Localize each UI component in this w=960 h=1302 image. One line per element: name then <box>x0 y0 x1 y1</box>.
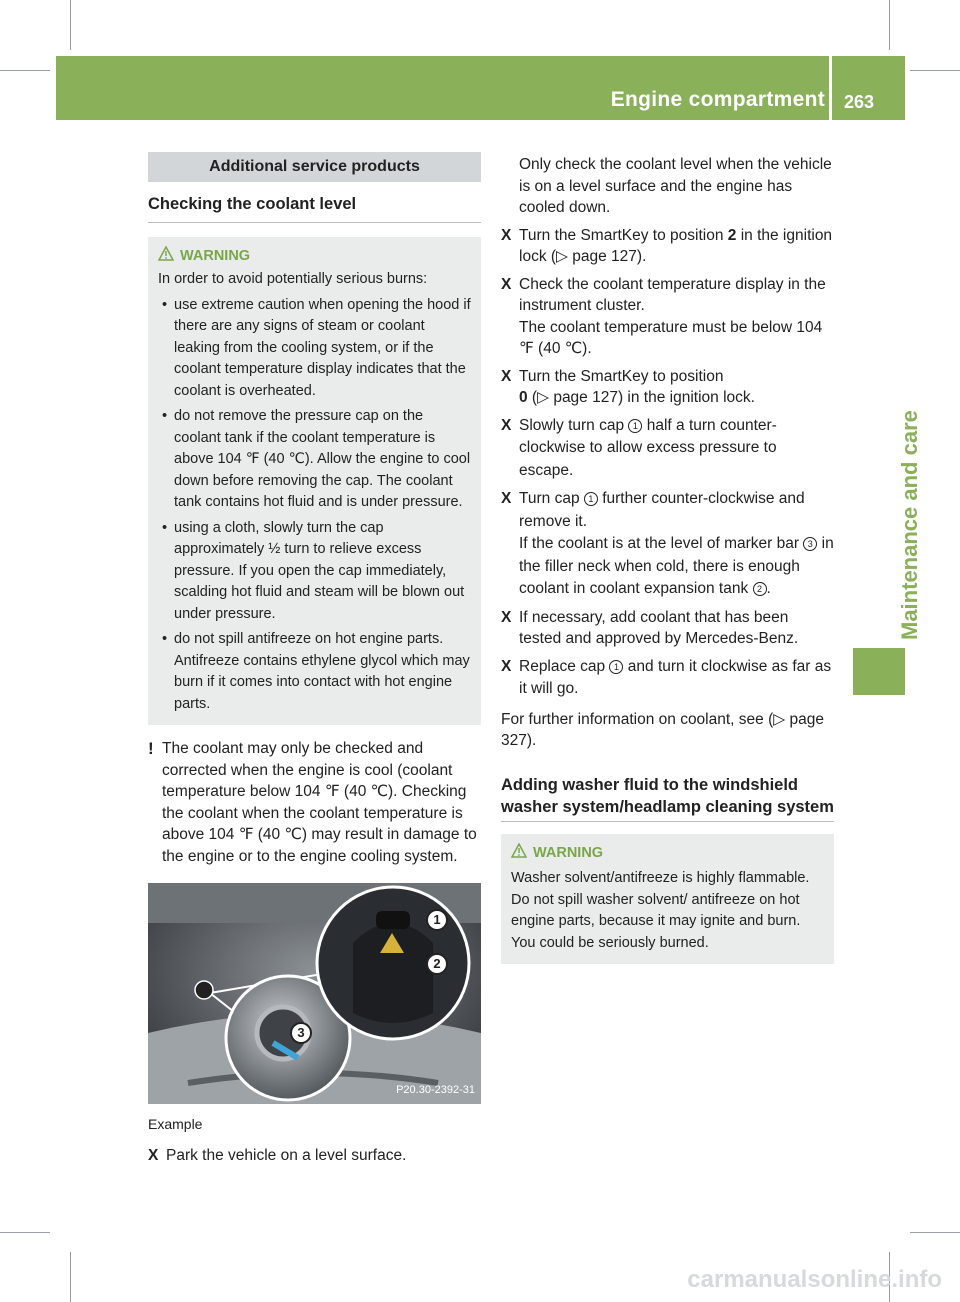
notice-text: The coolant may only be checked and corrected when the engine is cool (coolant temperature below 104 ℉ (40 ℃). Checking the coolant when the coolant temperature is above 104 ℉ (40 ℃) may result in damage to the engine or to the engine cooling system. <box>162 740 477 865</box>
marker-2: 2 <box>753 582 767 596</box>
notice-paragraph <box>148 738 481 867</box>
warning-text: Washer solvent/antifreeze is highly flammable. Do not spill washer solvent/ antifreeze on hot engine parts, because it may ignite and burn. You could be seriously burned. <box>511 870 810 951</box>
crop-mark <box>0 70 50 71</box>
step-1: X Turn the SmartKey to position 2 in the ignition lock (▷ page 127). <box>501 226 833 265</box>
marker-1: 1 <box>628 419 642 433</box>
step-5: X Turn cap 1 further counter-clockwise and remove it. If the coolant is at the level of marker bar 3 in the filler neck when cold, there is enough coolant in coolant expansion tank 2 . <box>501 488 834 601</box>
crop-mark <box>889 0 890 50</box>
marker-1: 1 <box>609 660 623 674</box>
step-marker: X <box>501 608 512 626</box>
warning-title-text: WARNING <box>533 844 604 861</box>
notice-icon: ! <box>148 739 154 758</box>
chapter-tab-marker <box>853 648 905 695</box>
subheading-coolant: Checking the coolant level <box>148 194 481 223</box>
step-7: X Replace cap 1 and turn it clockwise as far as it will go. <box>501 657 832 697</box>
step-marker: X <box>501 226 512 244</box>
crop-mark <box>0 1232 50 1233</box>
header-divider <box>829 56 832 120</box>
crop-mark <box>70 0 71 50</box>
figure-caption: Example <box>148 1116 203 1132</box>
crop-mark <box>910 1232 960 1233</box>
step-marker: X <box>501 657 512 675</box>
crop-mark <box>910 70 960 71</box>
warning-box <box>148 237 481 726</box>
warning-intro: In order to avoid potentially serious burns: <box>158 271 428 287</box>
warning-title <box>180 246 471 268</box>
marker-2: 2 <box>426 953 448 975</box>
step-park: X Park the vehicle on a level surface. <box>148 1145 481 1167</box>
warning-bullet: • use extreme caution when opening the hood if there are any signs of steam or coolant leaking from the cooling system, or if the coolant temperature display indicates that the coolant is overheated. <box>162 296 471 399</box>
left-column <box>148 152 481 1166</box>
step-4: X Slowly turn cap 1 half a turn counter-clockwise to allow excess pressure to escape. <box>501 416 777 479</box>
intro-paragraph: Only check the coolant level when the vehicle is on a level surface and the engine has cooled down. <box>519 156 832 216</box>
marker-1: 1 <box>584 492 598 506</box>
step-6: X If necessary, add coolant that has been tested and approved by Mercedes-Benz. <box>501 608 799 647</box>
crop-mark <box>70 1252 71 1302</box>
step-marker: X <box>501 275 512 293</box>
step-3: X Turn the SmartKey to position 0 (▷ page 127) in the ignition lock. <box>501 367 755 406</box>
warning-bullet: • do not spill antifreeze on hot engine parts. Antifreeze contains ethylene glycol which may burn if it comes into contact with hot engine parts. <box>162 631 470 712</box>
page-title: Engine compartment <box>610 88 825 111</box>
warning-box <box>501 834 834 965</box>
warning-title <box>533 843 824 865</box>
page-number: 263 <box>844 92 875 112</box>
step-marker: X <box>501 416 512 434</box>
step-marker: X <box>501 490 512 507</box>
step-marker: X <box>501 367 512 385</box>
right-column <box>501 154 834 964</box>
section-heading: Additional service products <box>148 152 481 182</box>
marker-3: 3 <box>290 1022 312 1044</box>
warning-triangle-icon <box>158 246 174 269</box>
warning-bullet: • do not remove the pressure cap on the coolant tank if the coolant temperature is above 104 ℉ (40 ℃). Allow the engine to cool down before removing the cap. The coolant tank contains hot fluid and is under pressure. <box>162 408 471 510</box>
step-result: If the coolant is at the level of marker bar 3 in the filler neck when cold, there is enough coolant in coolant expansion tank 2 . <box>519 535 834 597</box>
further-info: For further information on coolant, see (▷ page 327). <box>501 710 824 749</box>
subheading-washer: Adding washer fluid to the windshield washer system/headlamp cleaning system <box>501 774 834 822</box>
warning-title-text: WARNING <box>180 247 251 264</box>
step-result: The coolant temperature must be below 104 ℉ (40 ℃). <box>519 318 823 357</box>
watermark: carmanualsonline.info <box>687 1266 942 1293</box>
marker-1: 1 <box>426 909 448 931</box>
chapter-tab-label: Maintenance and care <box>897 410 922 640</box>
warning-bullet: • using a cloth, slowly turn the cap approximately ½ turn to relieve excess pressure. If you open the cap immediately, scalding hot fluid and steam will be blown out under pressure. <box>162 519 465 622</box>
step-2: X Check the coolant temperature display in the instrument cluster. The coolant temperature must be below 104 ℉ (40 ℃). <box>501 274 834 360</box>
figure-code: P20.30-2392-31 <box>396 1083 475 1096</box>
marker-3: 3 <box>803 537 817 551</box>
step-marker: X <box>148 1146 159 1164</box>
engine-photo <box>148 883 481 1104</box>
warning-triangle-icon <box>511 843 527 866</box>
